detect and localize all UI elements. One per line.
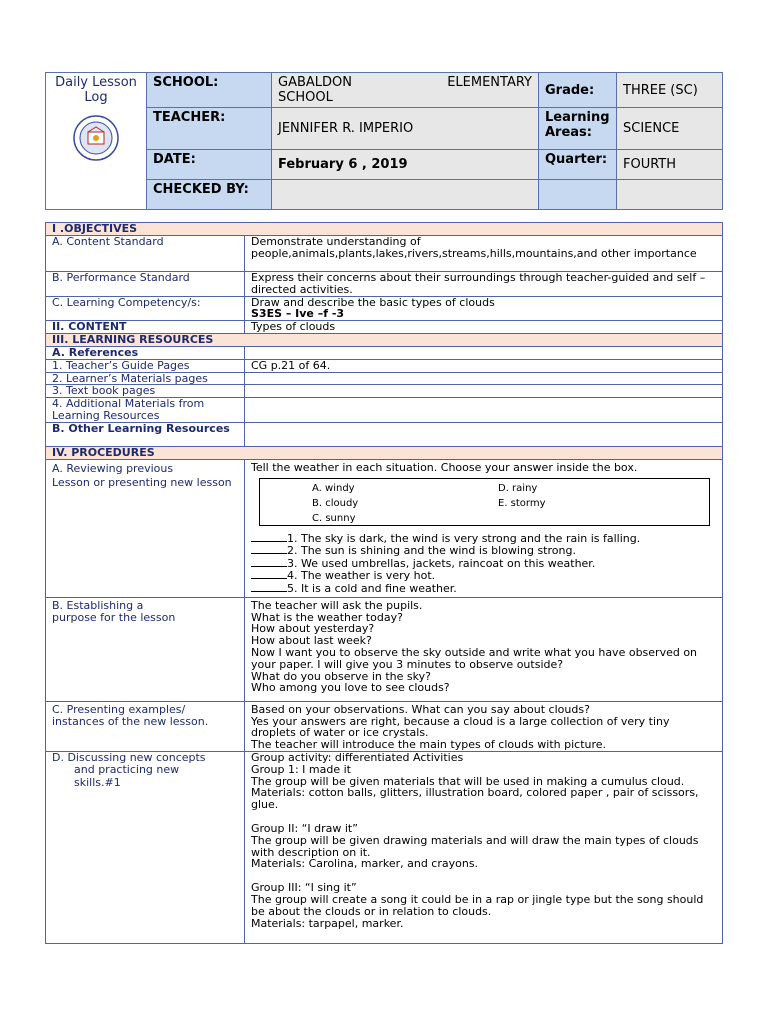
checked-by-value bbox=[272, 180, 539, 210]
date-value: February 6 , 2019 bbox=[272, 150, 539, 180]
learning-resources-heading: III. LEARNING RESOURCES bbox=[46, 333, 723, 346]
checked-empty-value bbox=[617, 180, 723, 210]
competency-code: S3ES – Ive –f -3 bbox=[251, 307, 345, 321]
teachers-guide-label: 1. Teacher’s Guide Pages bbox=[46, 359, 245, 372]
textbook-pages-value bbox=[245, 385, 723, 398]
content-standard-label: A. Content Standard bbox=[46, 236, 245, 272]
question-1: 1. The sky is dark, the wind is very strong and the rain is falling. bbox=[251, 532, 716, 545]
presenting-examples-value: Based on your observations. What can you say about clouds? Yes your answers are right, because a cloud is a large collection of very tiny droplets of water or ice crystals. The teacher will introduce the main types of clouds with picture. bbox=[245, 701, 723, 751]
checked-empty-label bbox=[539, 180, 617, 210]
references-label: A. References bbox=[46, 346, 245, 359]
choices-box bbox=[259, 478, 710, 526]
content-value: Types of clouds bbox=[245, 321, 723, 334]
question-5: 5. It is a cold and fine weather. bbox=[251, 582, 716, 595]
learning-areas-value: SCIENCE bbox=[617, 108, 723, 150]
choice-c: C. sunny bbox=[312, 512, 356, 524]
checked-by-label: CHECKED BY: bbox=[147, 180, 272, 210]
header-table bbox=[45, 72, 723, 210]
quarter-label: Quarter: bbox=[539, 150, 617, 180]
procedures-heading: IV. PROCEDURES bbox=[46, 446, 723, 459]
content-standard-value: Demonstrate understanding of people,animals,plants,lakes,rivers,streams,hills,mountains,and other importance bbox=[245, 236, 723, 272]
reviewing-lesson-label: A. Reviewing previous Lesson or presenting new lesson bbox=[46, 459, 245, 597]
deped-seal-icon bbox=[73, 115, 119, 161]
performance-standard-label: B. Performance Standard bbox=[46, 272, 245, 297]
question-4: 4. The weather is very hot. bbox=[251, 569, 716, 582]
question-3: 3. We used umbrellas, jackets, raincoat on this weather. bbox=[251, 557, 716, 570]
choice-a: A. windy bbox=[312, 482, 355, 494]
establishing-purpose-label: B. Establishing a purpose for the lesson bbox=[46, 597, 245, 701]
question-2: 2. The sun is shining and the wind is blowing strong. bbox=[251, 544, 716, 557]
teacher-label: TEACHER: bbox=[147, 108, 272, 150]
additional-materials-value bbox=[245, 398, 723, 423]
presenting-examples-label: C. Presenting examples/ instances of the new lesson. bbox=[46, 701, 245, 751]
quarter-value: FOURTH bbox=[617, 150, 723, 180]
daily-lesson-log-title: Daily Lesson Log bbox=[55, 75, 137, 105]
references-value bbox=[245, 346, 723, 359]
choice-e: E. stormy bbox=[498, 497, 546, 509]
performance-standard-value: Express their concerns about their surroundings through teacher-guided and self –directed activities. bbox=[245, 272, 723, 297]
teachers-guide-value: CG p.21 of 64. bbox=[245, 359, 723, 372]
other-resources-label: B. Other Learning Resources bbox=[46, 422, 245, 446]
objectives-heading: I .OBJECTIVES bbox=[46, 223, 723, 236]
additional-materials-label: 4. Additional Materials from Learning Resources bbox=[46, 398, 245, 423]
grade-value: THREE (SC) bbox=[617, 73, 723, 108]
choice-d: D. rainy bbox=[498, 482, 538, 494]
lesson-plan-table bbox=[45, 222, 723, 944]
establishing-purpose-value: The teacher will ask the pupils. What is the weather today? How about yesterday? How about last week? Now I want you to observe the sky outside and write what you have observed on your paper. I will give you 3 minutes to observe outside? What do you observe in the sky? Who among you love to see clouds? bbox=[245, 597, 723, 701]
title-logo-cell bbox=[46, 73, 147, 210]
reviewing-lesson-value bbox=[245, 459, 723, 597]
choice-b: B. cloudy bbox=[312, 497, 359, 509]
discussing-concepts-value: Group activity: differentiated Activities Group 1: I made it The group will be given materials that will be used in making a cumulus cloud. Materials: cotton balls, glitters, illustration board, colored paper , pair of scissors, glue. Group II: “I draw it” The group will be given drawing materials and will draw the main types of clouds with description on it. Materials: Carolina, marker, and crayons. Group III: “I sing it” The group will create a song it could be in a rap or jingle type but the song should be about the clouds or in relation to clouds. Materials: tarpapel, marker. bbox=[245, 751, 723, 943]
teacher-value: JENNIFER R. IMPERIO bbox=[272, 108, 539, 150]
learning-competency-label: C. Learning Competency/s: bbox=[46, 296, 245, 321]
date-label: DATE: bbox=[147, 150, 272, 180]
school-label: SCHOOL: bbox=[147, 73, 272, 108]
learning-areas-label: Learning Areas: bbox=[539, 108, 617, 150]
choices-instruction: Tell the weather in each situation. Choose your answer inside the box. bbox=[251, 460, 638, 474]
discussing-concepts-label: D. Discussing new concepts and practicing new skills.#1 bbox=[46, 751, 245, 943]
school-value: GABALDON ELEMENTARY SCHOOL bbox=[272, 73, 539, 108]
learners-materials-value bbox=[245, 372, 723, 385]
other-resources-value bbox=[245, 422, 723, 446]
learning-competency-value: Draw and describe the basic types of clouds S3ES – Ive –f -3 bbox=[245, 296, 723, 321]
content-heading: II. CONTENT bbox=[46, 321, 245, 334]
learners-materials-label: 2. Learner’s Materials pages bbox=[46, 372, 245, 385]
textbook-pages-label: 3. Text book pages bbox=[46, 385, 245, 398]
grade-label: Grade: bbox=[539, 73, 617, 108]
